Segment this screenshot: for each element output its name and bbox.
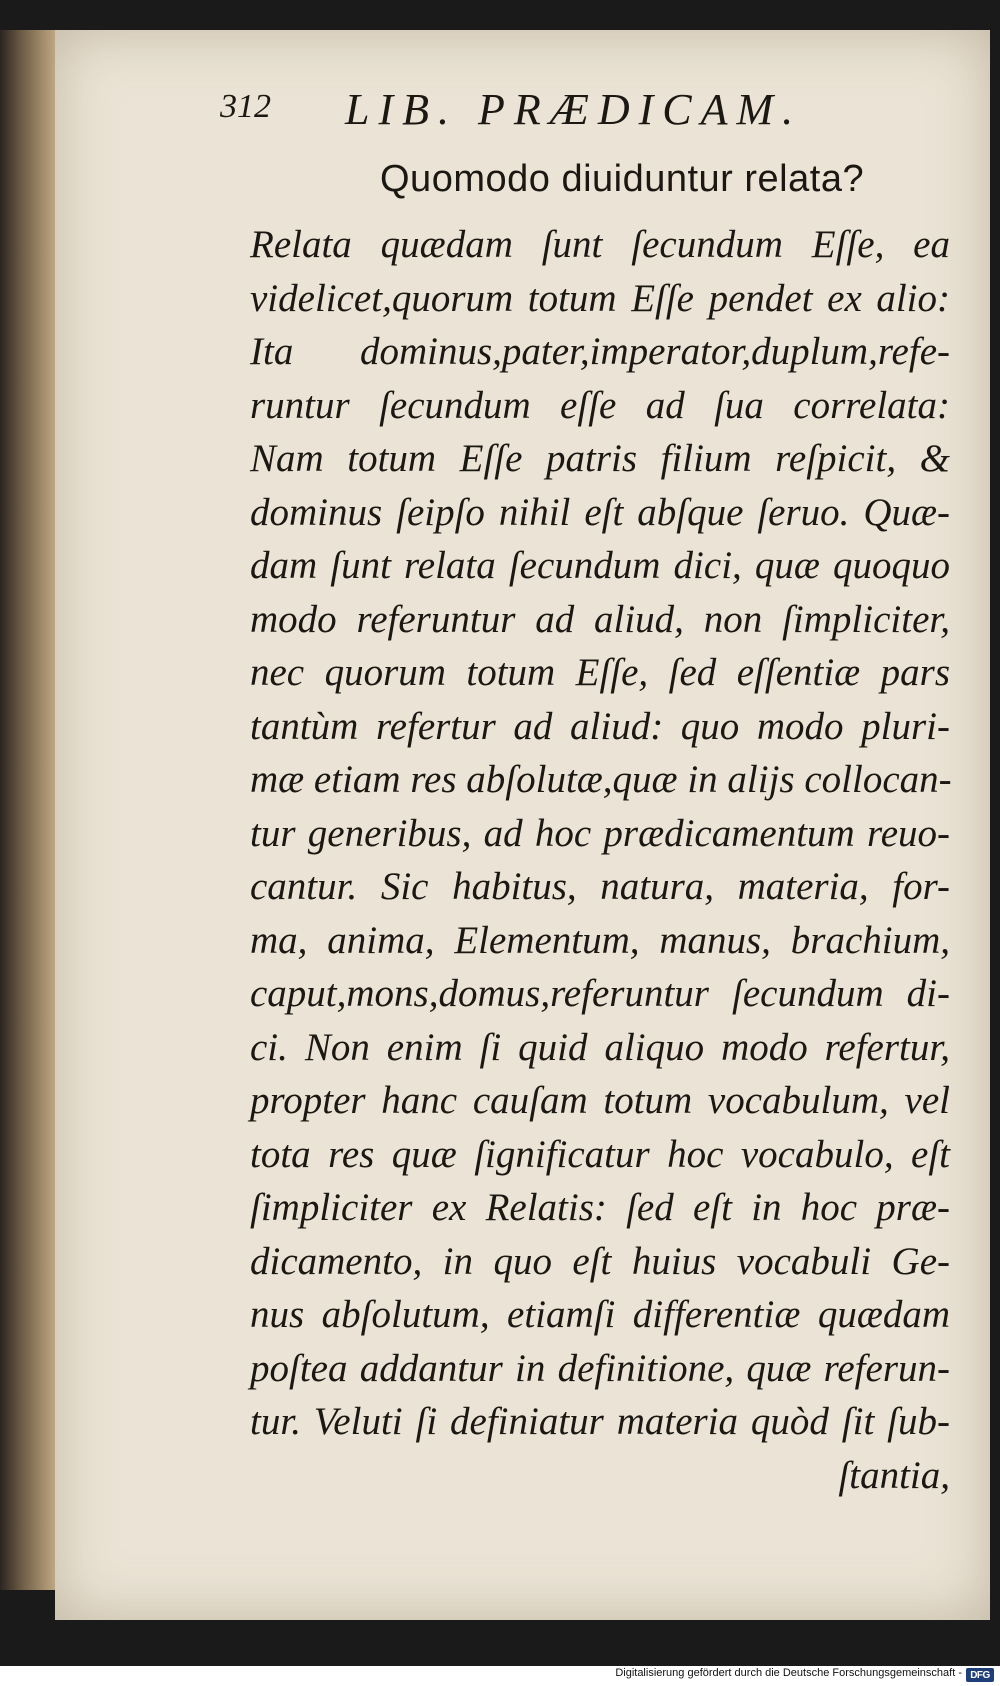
text-line: videlicet,quorum totum Eſſe pendet ex alio: — [250, 276, 950, 320]
body-text — [250, 218, 950, 1502]
text-line: cantur. Sic habitus, natura, materia, for- — [250, 865, 950, 908]
text-line: ſimpliciter ex Relatis: ſed eſt in hoc præ- — [250, 1186, 950, 1229]
text-line: tantùm refertur ad aliud: quo modo pluri- — [250, 704, 950, 748]
page-number: 312 — [220, 88, 271, 125]
text-line: Relata quædam ſunt ſecundum Eſſe, ea — [250, 223, 950, 266]
text-line: tur. Veluti ſi definiatur materia quòd ſit ſub- — [250, 1400, 950, 1443]
text-line: tota res quæ ſignificatur hoc vocabulo, eſt — [250, 1132, 950, 1176]
running-head: LIB. PRÆDICAM. — [345, 85, 803, 134]
text-line: dominus ſeipſo nihil eſt abſque ſeruo. Quæ- — [250, 490, 950, 534]
text-line: Nam totum Eſſe patris filium reſpicit, & — [250, 437, 950, 480]
text-line: caput,mons,domus,referuntur ſecundum di- — [250, 972, 950, 1015]
text-line: modo referuntur ad aliud, non ſimpliciter, — [250, 597, 950, 641]
dfg-logo: DFG — [966, 1668, 994, 1682]
text-line: tur generibus, ad hoc prædicamentum reuo- — [250, 811, 950, 855]
section-title: Quomodo diuiduntur relata? — [380, 158, 865, 200]
text-line: mæ etiam res abſolutæ,quæ in alijs collocan- — [250, 758, 952, 801]
book-edge — [0, 30, 60, 1590]
text-line: ci. Non enim ſi quid aliquo modo refertur, — [250, 1025, 950, 1069]
page-header — [220, 84, 920, 134]
text-line-catchword: ſtantia, — [838, 1453, 950, 1497]
text-line: dam ſunt relata ſecundum dici, quæ quoquo — [250, 544, 950, 587]
text-line: poſtea addantur in definitione, quæ referun- — [250, 1346, 950, 1390]
funding-credit: Digitalisierung gefördert durch die Deutsche Forschungsgemeinschaft - — [615, 1667, 962, 1679]
text-line: runtur ſecundum eſſe ad ſua correlata: — [250, 383, 950, 427]
text-line: ma, anima, Elementum, manus, brachium, — [250, 918, 950, 962]
text-line: Ita dominus,pater,imperator,duplum,refe- — [250, 330, 950, 373]
text-line: nus abſolutum, etiamſi differentiæ quædam — [250, 1293, 950, 1336]
text-line: dicamento, in quo eſt huius vocabuli Ge- — [250, 1239, 950, 1283]
text-line: propter hanc cauſam totum vocabulum, vel — [250, 1079, 950, 1122]
text-line: nec quorum totum Eſſe, ſed eſſentiæ pars — [250, 651, 950, 694]
